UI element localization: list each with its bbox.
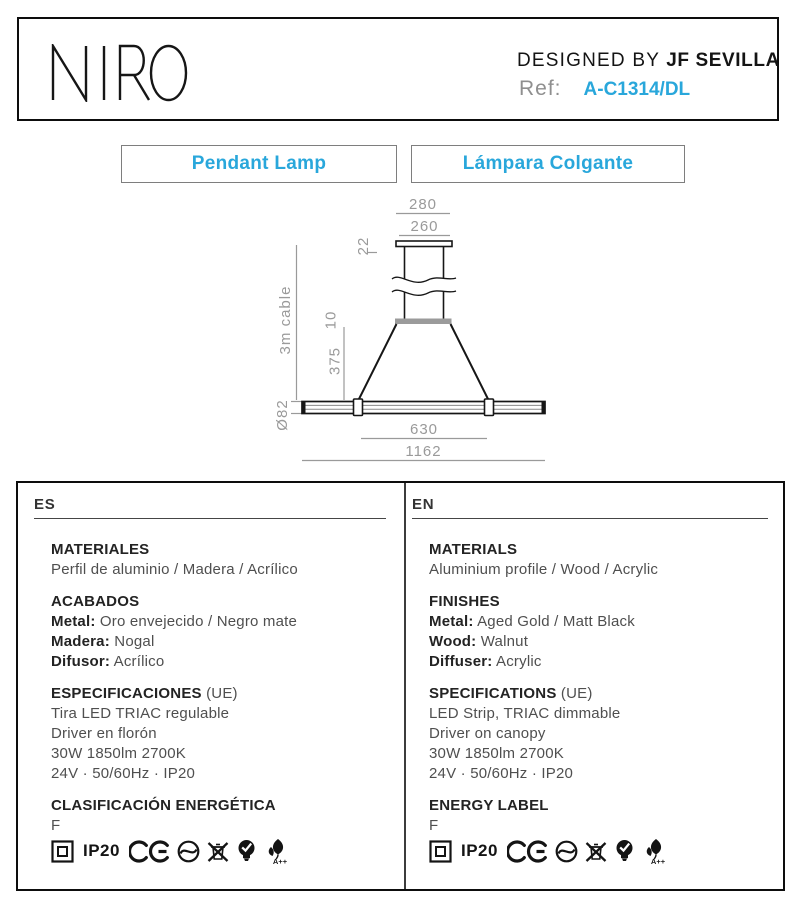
column-divider <box>404 483 406 889</box>
eco-leaf-icon <box>263 838 291 865</box>
ref-line <box>519 77 690 101</box>
technical-drawing <box>268 192 560 470</box>
spec-line: Driver en florón <box>51 725 157 742</box>
finish-diffuser-label: Difusor: <box>51 653 111 670</box>
specs-heading: ESPECIFICACIONES <box>51 685 207 702</box>
section-heading: MATERIALES <box>51 541 150 558</box>
spec-line: Driver on canopy <box>429 725 546 742</box>
section-materials-es <box>51 540 386 580</box>
ref-label: Ref: <box>519 77 562 100</box>
ce-mark-icon <box>507 840 549 863</box>
column-en <box>412 496 768 864</box>
section-materials-en <box>429 540 768 580</box>
ip-rating: IP20 <box>461 841 498 860</box>
dim-label-1162: 1162 <box>405 443 442 460</box>
attachment-bar <box>395 319 452 325</box>
niro-logo <box>49 44 189 102</box>
finish-metal <box>429 612 768 632</box>
section-heading <box>51 684 386 704</box>
section-heading: CLASIFICACIÓN ENERGÉTICA <box>51 797 276 814</box>
spec-line: 24V · 50/60Hz · IP20 <box>51 765 196 782</box>
bar-clamp-right <box>485 399 494 416</box>
flared-cables <box>358 324 489 401</box>
materials-value: Aluminium profile / Wood / Acrylic <box>429 561 659 578</box>
finish-wood <box>51 632 386 652</box>
specs-heading: SPECIFICATIONS <box>429 685 561 702</box>
lamp-bar-endcap-left <box>303 402 306 413</box>
weee-bin-icon <box>206 840 230 863</box>
certification-icons-row <box>51 838 386 864</box>
ref-value: A-C1314/DL <box>583 79 691 100</box>
section-finishes-es <box>51 592 386 672</box>
header <box>17 17 779 121</box>
section-heading: MATERIALS <box>429 541 518 558</box>
product-label-en-box <box>121 145 397 183</box>
logo-letter-r <box>120 46 149 100</box>
spec-line: 24V · 50/60Hz · IP20 <box>429 765 574 782</box>
section-finishes-en <box>429 592 768 672</box>
spec-line: LED Strip, TRIAC dimmable <box>429 705 621 722</box>
weee-bin-icon <box>584 840 608 863</box>
class-ii-icon <box>51 840 74 863</box>
finish-metal-value: Aged Gold / Matt Black <box>473 613 635 630</box>
finish-diffuser-label: Diffuser: <box>429 653 493 670</box>
dim-label-cable: 3m cable <box>277 285 294 355</box>
finish-metal-label: Metal: <box>429 613 474 630</box>
lamp-bar-endcap-right <box>542 402 545 413</box>
finish-diffuser <box>429 652 768 672</box>
cable-break-mask <box>392 277 456 295</box>
section-specs-es <box>51 684 386 784</box>
ip-rating: IP20 <box>83 841 120 860</box>
energy-class: F <box>51 817 61 834</box>
product-label-es-box <box>411 145 685 183</box>
section-energy-en <box>429 796 768 864</box>
specs-suffix: (UE) <box>206 685 238 702</box>
energy-class-small: A++ <box>272 856 288 865</box>
column-en-content <box>412 519 768 864</box>
class-ii-icon <box>429 840 452 863</box>
finish-metal-value: Oro envejecido / Negro mate <box>95 613 298 630</box>
product-label-es: Lámpara Colgante <box>462 153 634 174</box>
bar-clamp-left <box>354 399 363 416</box>
finish-wood-value: Nogal <box>109 633 155 650</box>
finish-diffuser-value: Acrylic <box>492 653 542 670</box>
dim-label-22: 22 <box>355 236 372 256</box>
product-label-en: Pendant Lamp <box>191 153 327 174</box>
spec-box <box>16 481 785 891</box>
flared-cable-left <box>358 324 397 401</box>
designed-by-prefix: DESIGNED BY <box>517 50 667 71</box>
dim-label-260: 260 <box>410 218 439 235</box>
ce-mark-icon <box>129 840 171 863</box>
column-es <box>34 496 386 864</box>
finish-wood-label: Madera: <box>51 633 110 650</box>
ceiling-canopy <box>396 241 452 247</box>
dim-label-diameter: Ø82 <box>274 399 291 431</box>
section-heading: FINISHES <box>429 593 500 610</box>
finish-diffuser-value: Acrílico <box>110 653 165 670</box>
certification-icons-row <box>429 838 768 864</box>
logo-letter-o <box>151 46 186 100</box>
lang-label-es: ES <box>34 496 386 519</box>
designed-by-line <box>517 50 780 72</box>
lamp-bar <box>302 402 545 414</box>
dim-label-375: 375 <box>326 346 344 376</box>
logo-letter-n <box>53 46 86 100</box>
section-energy-es <box>51 796 386 864</box>
recycle-icon <box>555 840 578 863</box>
dim-label-280: 280 <box>408 196 438 213</box>
finish-wood <box>429 632 768 652</box>
lang-label-en: EN <box>412 496 768 519</box>
dim-label-10: 10 <box>322 310 340 330</box>
section-heading: ACABADOS <box>51 593 140 610</box>
specs-suffix: (UE) <box>560 685 593 702</box>
finish-wood-value: Walnut <box>476 633 529 650</box>
bulb-check-icon <box>614 839 635 863</box>
flared-cable-right <box>451 324 490 401</box>
bulb-check-icon <box>236 839 257 863</box>
eco-leaf-icon <box>641 838 669 865</box>
finish-wood-label: Wood: <box>429 633 477 650</box>
spec-line: 30W 1850lm 2700K <box>429 745 564 762</box>
designer-name: JF SEVILLA <box>666 50 780 71</box>
section-specs-en <box>429 684 768 784</box>
finish-metal-label: Metal: <box>51 613 96 630</box>
materials-value: Perfil de aluminio / Madera / Acrílico <box>51 561 298 578</box>
finish-metal <box>51 612 386 632</box>
spec-line: Tira LED TRIAC regulable <box>51 705 230 722</box>
energy-class: F <box>429 817 439 834</box>
energy-class-small: A++ <box>650 856 666 865</box>
column-es-content <box>34 519 386 864</box>
recycle-icon <box>177 840 200 863</box>
finish-diffuser <box>51 652 386 672</box>
dim-label-630: 630 <box>409 421 439 438</box>
section-heading <box>429 684 768 704</box>
spec-line: 30W 1850lm 2700K <box>51 745 186 762</box>
section-heading: ENERGY LABEL <box>429 797 549 814</box>
